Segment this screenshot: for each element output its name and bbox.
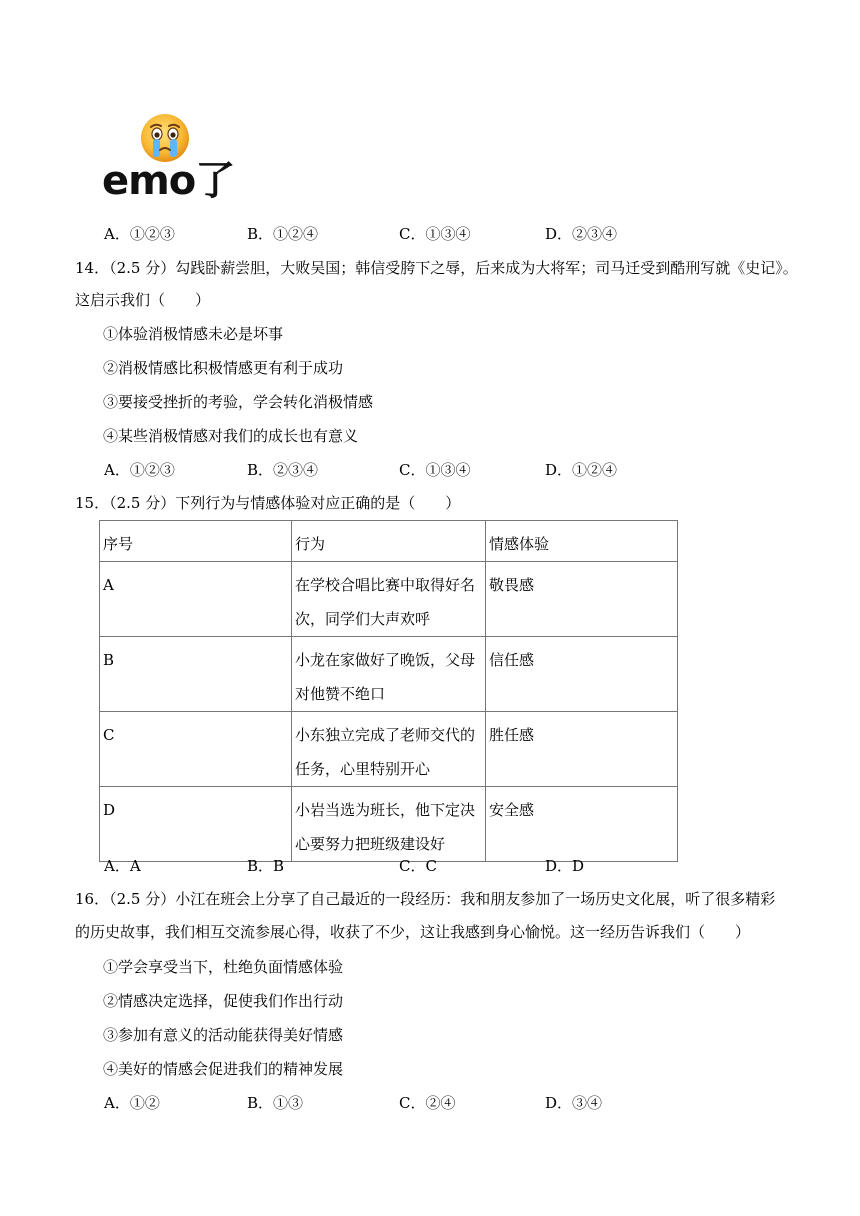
emo-sticker-image <box>102 108 244 206</box>
option-text: ②③④ <box>572 225 618 243</box>
q16-stem-line-2: 的历史故事，我们相互交流参展心得，收获了不少，这让我感到身心愉悦。这一经历告诉我们（ ） <box>75 923 751 941</box>
option-text: D <box>572 857 585 875</box>
q14-option-c[interactable] <box>399 460 471 480</box>
q14-item-1: ①体验消极情感未必是坏事 <box>103 325 284 343</box>
q16-option-c[interactable] <box>399 1093 456 1113</box>
option-letter: A． <box>104 461 130 479</box>
option-letter: B． <box>247 225 274 243</box>
q14-item-3: ③要接受挫折的考验，学会转化消极情感 <box>103 393 374 411</box>
q15-stem: 15．（2.5 分）下列行为与情感体验对应正确的是（ ） <box>75 494 461 512</box>
table-cell-behavior <box>292 637 486 712</box>
option-text: B <box>273 857 285 875</box>
behavior-line: 在学校合唱比赛中取得好名 <box>295 576 476 594</box>
q14-stem-line-2: 这启示我们（ ） <box>75 291 211 309</box>
q16-item-1: ①学会享受当下，杜绝负面情感体验 <box>103 958 344 976</box>
table-cell-feeling: 信任感 <box>486 637 678 712</box>
crying-face-icon <box>139 112 191 164</box>
option-letter: C． <box>399 857 426 875</box>
option-text: A <box>129 857 141 875</box>
table-row <box>100 787 678 862</box>
option-text: ②④ <box>425 1094 456 1112</box>
q16-item-4: ④美好的情感会促进我们的精神发展 <box>103 1060 344 1078</box>
behavior-line: 对他赞不绝口 <box>295 685 386 703</box>
behavior-line: 次，同学们大声欢呼 <box>295 610 431 628</box>
q15-option-d[interactable] <box>545 856 584 876</box>
behavior-line: 小东独立完成了老师交代的 <box>295 726 476 744</box>
option-text: ①③④ <box>425 461 471 479</box>
table-header-cell: 行为 <box>292 521 486 562</box>
option-text: ①②③ <box>129 225 175 243</box>
option-text: ①②④ <box>273 225 319 243</box>
q13-option-c[interactable] <box>399 224 471 244</box>
q15-option-a[interactable] <box>104 856 141 876</box>
option-text: C <box>425 857 437 875</box>
table-cell-feeling: 安全感 <box>486 787 678 862</box>
option-letter: B． <box>247 461 274 479</box>
q16-option-a[interactable] <box>104 1093 160 1113</box>
sticker-text: emo了 <box>102 158 235 204</box>
q16-item-3: ③参加有意义的活动能获得美好情感 <box>103 1026 344 1044</box>
table-cell-behavior <box>292 562 486 637</box>
table-cell-behavior <box>292 712 486 787</box>
table-row <box>100 637 678 712</box>
option-letter: D． <box>545 461 573 479</box>
q14-option-a[interactable] <box>104 460 175 480</box>
q16-stem-line-1: 16．（2.5 分）小江在班会上分享了自己最近的一段经历：我和朋友参加了一场历史文化展，听了很多精彩 <box>75 890 776 908</box>
option-letter: D． <box>545 225 573 243</box>
q15-option-c[interactable] <box>399 856 437 876</box>
option-text: ①② <box>129 1094 160 1112</box>
option-letter: D． <box>545 1094 573 1112</box>
q14-option-d[interactable] <box>545 460 617 480</box>
option-letter: A． <box>104 1094 130 1112</box>
table-cell-feeling: 胜任感 <box>486 712 678 787</box>
table-cell-id: D <box>100 787 292 862</box>
option-text: ①②③ <box>129 461 175 479</box>
q14-option-b[interactable] <box>247 460 318 480</box>
option-letter: C． <box>399 1094 426 1112</box>
q13-option-a[interactable] <box>104 224 175 244</box>
table-cell-id: A <box>100 562 292 637</box>
option-text: ①③④ <box>425 225 471 243</box>
option-letter: A． <box>104 225 130 243</box>
behavior-line: 心要努力把班级建设好 <box>295 835 446 853</box>
option-letter: C． <box>399 461 426 479</box>
table-header-row <box>100 521 678 562</box>
q13-option-b[interactable] <box>247 224 318 244</box>
q14-stem-line-1: 14．（2.5 分）勾践卧薪尝胆，大败吴国；韩信受胯下之辱，后来成为大将军；司马迁受到酷刑写就《史记》。 <box>75 259 798 277</box>
table-cell-id: B <box>100 637 292 712</box>
option-text: ③④ <box>572 1094 603 1112</box>
q16-item-2: ②情感决定选择，促使我们作出行动 <box>103 992 344 1010</box>
table-row <box>100 562 678 637</box>
option-text: ①②④ <box>572 461 618 479</box>
table-row <box>100 712 678 787</box>
behavior-line: 任务，心里特别开心 <box>295 760 431 778</box>
q13-option-d[interactable] <box>545 224 617 244</box>
option-letter: D． <box>545 857 573 875</box>
q15-option-b[interactable] <box>247 856 284 876</box>
table-cell-feeling: 敬畏感 <box>486 562 678 637</box>
option-letter: B． <box>247 1094 274 1112</box>
table-header-cell: 情感体验 <box>486 521 678 562</box>
q14-item-4: ④某些消极情感对我们的成长也有意义 <box>103 427 359 445</box>
option-letter: B． <box>247 857 274 875</box>
q16-option-b[interactable] <box>247 1093 303 1113</box>
table-header-cell: 序号 <box>100 521 292 562</box>
table-cell-id: C <box>100 712 292 787</box>
option-text: ②③④ <box>273 461 319 479</box>
option-text: ①③ <box>273 1094 304 1112</box>
table-cell-behavior <box>292 787 486 862</box>
option-letter: C． <box>399 225 426 243</box>
behavior-line: 小龙在家做好了晚饭，父母 <box>295 651 476 669</box>
q14-item-2: ②消极情感比积极情感更有利于成功 <box>103 359 344 377</box>
q15-table <box>99 520 678 862</box>
behavior-line: 小岩当选为班长，他下定决 <box>295 801 476 819</box>
option-letter: A． <box>104 857 130 875</box>
q16-option-d[interactable] <box>545 1093 602 1113</box>
